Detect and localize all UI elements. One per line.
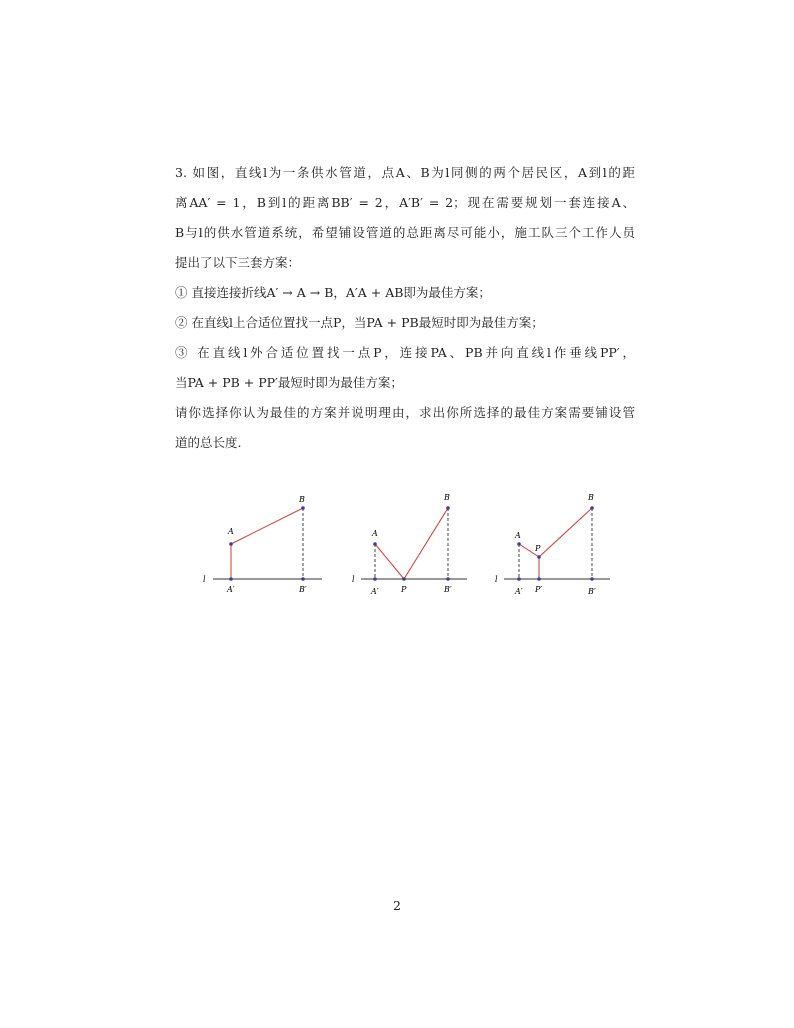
segment-AP	[375, 544, 404, 579]
figure-2	[352, 493, 467, 596]
page-number: 2	[393, 898, 401, 913]
label-l: l	[495, 575, 498, 584]
question: 请你选择你认为最佳的方案并说明理由，求出你所选择的最佳方案需要铺设管	[175, 405, 635, 420]
label-Bprime: B′	[299, 585, 307, 594]
problem-line: 提出了以下三套方案：	[175, 255, 301, 270]
point-Pprime	[537, 577, 541, 581]
label-A: A	[228, 527, 234, 536]
point-Aprime	[373, 577, 377, 581]
figure-1	[203, 495, 322, 594]
label-l: l	[352, 575, 355, 584]
plan-3-cont: 当PA + PB + PP′最短时即为最佳方案；	[175, 375, 403, 390]
point-Aprime	[517, 577, 521, 581]
point-B	[301, 506, 305, 510]
label-Aprime: A′	[515, 587, 523, 596]
problem-line: B与l的供水管道系统，希望铺设管道的总距离尽可能小，施工队三个工作人员	[175, 225, 635, 240]
point-P	[402, 577, 406, 581]
label-P: P	[401, 585, 407, 594]
label-B: B	[299, 495, 305, 504]
question-cont: 道的总长度.	[175, 435, 242, 450]
point-Aprime	[229, 577, 233, 581]
segment-AB	[231, 508, 303, 544]
point-Bprime	[590, 577, 594, 581]
problem-text	[175, 158, 635, 458]
point-P	[537, 555, 541, 559]
label-B: B	[588, 493, 594, 502]
label-Bprime: B′	[444, 585, 452, 594]
plan-2: ② 在直线l上合适位置找一点P，当PA + PB最短时即为最佳方案；	[175, 315, 544, 330]
problem-line: 离AA′ = 1，B到l的距离BB′ = 2，A′B′ = 2；现在需要规划一套连接A、	[175, 195, 635, 210]
point-A	[373, 542, 377, 546]
label-A: A	[372, 529, 378, 538]
label-A: A	[515, 531, 521, 540]
plan-1: ① 直接连接折线A′ → A → B，A′A + AB即为最佳方案；	[175, 285, 491, 300]
label-Aprime: A′	[227, 585, 235, 594]
segment-PB	[404, 508, 448, 579]
point-B	[446, 506, 450, 510]
label-Aprime: A′	[371, 587, 379, 596]
point-Bprime	[301, 577, 305, 581]
label-P: P	[535, 544, 541, 553]
point-Bprime	[446, 577, 450, 581]
figures	[195, 488, 625, 608]
label-Bprime: B′	[588, 587, 596, 596]
label-Pprime: P′	[535, 585, 543, 594]
figure-3	[495, 493, 610, 596]
label-l: l	[203, 575, 206, 584]
point-B	[590, 506, 594, 510]
segment-PB	[539, 508, 592, 557]
label-B: B	[444, 493, 450, 502]
plan-3: ③ 在直线l外合适位置找一点P，连接PA、PB并向直线l作垂线PP′，	[175, 345, 635, 360]
point-A	[229, 542, 233, 546]
point-A	[517, 542, 521, 546]
problem-line: 3. 如图，直线l为一条供水管道，点A、B为l同侧的两个居民区，A到l的距	[175, 165, 635, 180]
